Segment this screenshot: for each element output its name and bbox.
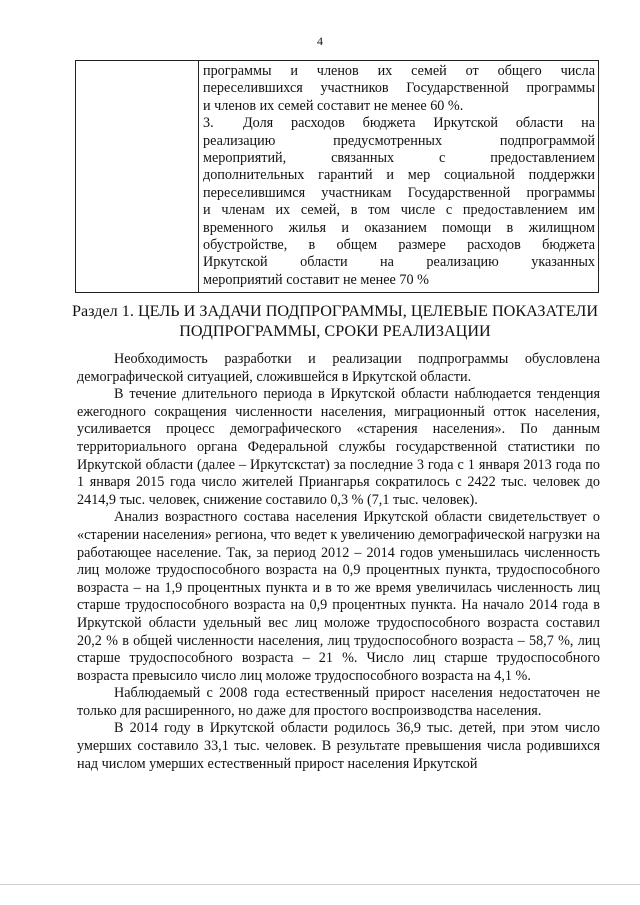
- table-line: реализацию предусмотренных подпрограммой: [203, 132, 595, 149]
- table-text-cell: [199, 61, 599, 293]
- table-line: временного жилья и оказанием помощи в жилищном: [203, 219, 595, 236]
- table-row: [76, 61, 599, 293]
- table-line: дополнительных гарантий и мер социальной поддержки: [203, 167, 595, 184]
- goals-table: [75, 60, 599, 293]
- table-line: переселившихся участников Государственной программы: [203, 80, 595, 97]
- table-line: мероприятий составит не менее 70 %: [203, 271, 429, 288]
- table-line: Доля расходов бюджета Иркутской области на: [243, 115, 595, 132]
- section-title-line-1: Раздел 1. ЦЕЛЬ И ЗАДАЧИ ПОДПРОГРАММЫ, ЦЕЛЕВЫЕ ПОКАЗАТЕЛИ: [71, 302, 599, 320]
- table-item-3-first-line: [203, 115, 595, 132]
- body-text: [77, 351, 600, 773]
- paragraph: В 2014 году в Иркутской области родилось 36,9 тыс. детей, при этом число умерших составило 33,1 тыс. человек. В результате превышения числа родившихся над числом умерших естественный прирост населения Иркутской: [77, 720, 600, 772]
- section-title-line-2: ПОДПРОГРАММЫ, СРОКИ РЕАЛИЗАЦИИ: [179, 322, 491, 340]
- section-title: [60, 301, 610, 341]
- table-line: обустройстве, в общем размере расходов бюджета: [203, 237, 595, 254]
- paragraph: Необходимость разработки и реализации подпрограммы обусловлена демографической ситуацией, сложившейся в Иркутской области.: [77, 351, 600, 385]
- paragraph: Наблюдаемый с 2008 года естественный прирост населения недостаточен не только для расширенного, но даже для простого воспроизводства населения.: [77, 685, 600, 719]
- table-empty-cell: [76, 61, 199, 293]
- paragraph: Анализ возрастного состава населения Иркутской области свидетельствует о «старении населения» региона, что ведет к увеличению демографической нагрузки на работающее население. Так, за период 2012 – 2014 годов уменьшилась численность лиц моложе трудоспособного возраста на 0,9 процентных пункта, трудоспособного возраста – на 1,9 процентных пункта и в то же время увеличилась численность лиц старше трудоспособного возраста на 0,9 процентных пункта. На начало 2014 года в Иркутской области удельный вес лиц моложе трудоспособного возраста составил 20,2 % в общей численности населения, лиц трудоспособного возраста – 58,7 %, лиц старше трудоспособного возраста – 21 %. Число лиц старше трудоспособного возраста превысило число лиц моложе трудоспособного возраста на 4,1 %.: [77, 509, 600, 684]
- table-line: и членов их семей составит не менее 60 %.: [203, 97, 464, 114]
- table-line: Иркутской области на реализацию указанных: [203, 254, 595, 271]
- paragraph: В течение длительного периода в Иркутской области наблюдается тенденция ежегодного сокращения численности населения, миграционный отток населения, усиливается процесс демографического «старения населения». По данным территориального органа Федеральной службы государственной статистики по Иркутской области (далее – Иркутскстат) за последние 3 года с 1 января 2013 года по 1 января 2015 года число жителей Приангарья сократилось с 2422 тыс. человек до 2414,9 тыс. человек, снижение составило 0,3 % (7,1 тыс. человек).: [77, 386, 600, 508]
- table-line: программы и членов их семей от общего числа: [203, 63, 595, 79]
- table-line: мероприятий, связанных с предоставлением: [203, 150, 595, 167]
- table-line: переселившимся участникам Государственной программы: [203, 184, 595, 201]
- table-line: и членам их семей, в том числе с предоставлением им: [203, 202, 595, 219]
- page-number: 4: [317, 34, 323, 48]
- page-bottom-edge: [0, 884, 640, 885]
- item-number: 3.: [203, 115, 214, 132]
